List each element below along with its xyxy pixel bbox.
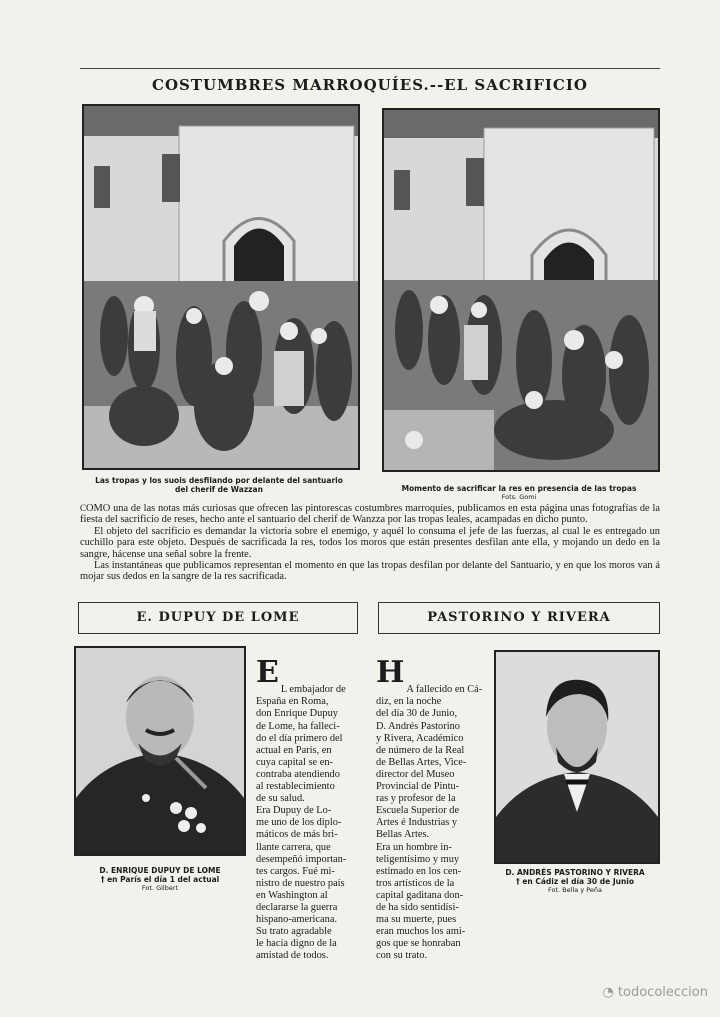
pastorino-text-line: de ha sido sentidísi- (376, 901, 459, 913)
article-initial: C (80, 503, 87, 513)
pastorino-text-line: ma su muerte, pues (376, 914, 457, 926)
dupuy-text-line: cuya capital se en- (256, 756, 334, 768)
credit-pastorino: Fot. Bella y Peña (548, 886, 602, 894)
dupuy-text-line: de Lome, ha falleci- (256, 720, 340, 732)
dupuy-text-line: al restablecimiento (256, 781, 335, 793)
credit-dupuy: Fot. Gilbert (141, 884, 179, 892)
article-paragraph-2: El objeto del sacrificio es demandar la victoria sobre el enemigo, y aquél lo consuma el jefe de las fuerzas, al cual le es entregado un cuchillo para este objeto. Después de sacrificada la res, todos los moros que están presentes desfilan ante ella, y mojando un dedo en la sangre, hácense una señal sobre la frente. (80, 525, 660, 560)
pastorino-text-line: director del Museo (376, 768, 455, 780)
pastorino-text-line: Provincial de Pintu- (376, 781, 460, 793)
dupuy-column (256, 648, 366, 987)
dupuy-text (256, 684, 366, 962)
pastorino-text-line: diz, en la noche (376, 696, 442, 708)
portrait-pastorino (494, 650, 660, 864)
pastorino-text-line: Era un hombre in- (376, 841, 452, 853)
photo-caption-right: Momento de sacrificar la res en presencia de las tropas Fots. Gomi (372, 484, 666, 502)
dupuy-text-line: nistro de nuestro país (256, 877, 345, 889)
caption-pastorino: D. ANDRÉS PASTORINO Y RIVERA † en Cádiz el día 30 de Junio Fot. Bella y Peña (478, 868, 672, 895)
pastorino-text-line: del día 30 de Junio, (376, 708, 458, 720)
dupuy-text-line: amistad de todos. (256, 950, 329, 962)
dupuy-text-line: desempeñó importan- (256, 853, 347, 865)
pastorino-text-line: con su trato. (376, 950, 428, 962)
dupuy-text-line: de su salud. (256, 793, 305, 805)
pastorino-text-line: estimado en los cen- (376, 865, 462, 877)
page-title: COSTUMBRES MARROQUÍES.--EL SACRIFICIO (152, 76, 588, 94)
pastorino-text-line: de número de la Real (376, 744, 465, 756)
portrait-dupuy (74, 646, 246, 856)
pastorino-text-line: y Rivera, Académico (376, 732, 464, 744)
photo-credit-right: Fots. Gomi (501, 493, 537, 501)
pastorino-text-line: Escuela Superior de (376, 805, 460, 817)
pastorino-dropcap: H (376, 655, 405, 691)
dupuy-text-line: don Enrique Dupuy (256, 708, 338, 720)
pastorino-text-line: A fallecido en Cá- (406, 684, 483, 696)
photo-troops-parade (82, 104, 360, 470)
pastorino-text-line: Artes é Industrias y (376, 817, 458, 829)
dupuy-text-line: máticos de más bri- (256, 829, 338, 841)
article-paragraph-3: Las instantáneas que publicamos representan el momento en que las tropas desfilan por delante del Santuario, y en que los moros van á mojar sus dedos en la sangre de la res sacrificada. (80, 560, 660, 583)
article-paragraph-1: COMO una de las notas más curiosas que ofrecen las pintorescas costumbres marroquíes, publicamos en esta página unas fotografías de la fiesta del sacrificio de reses, hecho ante el santuario del cherif de Wanzza por las tropas leales, acampadas en dicho punto. (80, 503, 660, 526)
dupuy-text-line: tes cargos. Fué mi- (256, 865, 335, 877)
dupuy-text-line: en Washington al (256, 889, 328, 901)
pastorino-text-line: de Bellas Artes, Vice- (376, 756, 467, 768)
dupuy-text-line: actual en París, en (256, 744, 332, 756)
dupuy-dropcap: E (256, 655, 279, 691)
dupuy-text-line: L embajador de (280, 684, 346, 696)
watermark-logo: ◔ todocoleccion (602, 985, 708, 1000)
pastorino-text-line: tros artísticos de la (376, 877, 455, 889)
pastorino-column (376, 648, 488, 987)
caption-dupuy: D. ENRIQUE DUPUY DE LOME † en París el día 1 del actual Fot. Gilbert (70, 866, 250, 893)
pastorino-text-line: teligentísimo y muy (376, 853, 460, 865)
dupuy-text-line: le hacía digno de la (256, 938, 337, 950)
pastorino-text-line: eran muchos los ami- (376, 926, 466, 938)
pastorino-text-line: D. Andrés Pastorino (376, 720, 460, 732)
pastorino-text (376, 684, 488, 962)
pastorino-text-line: capital gaditana don- (376, 889, 464, 901)
section-title-pastorino: PASTORINO Y RIVERA (378, 602, 660, 634)
pastorino-text-line: ras y profesor de la (376, 793, 456, 805)
top-rule (80, 68, 660, 69)
dupuy-text-line: hispano-americana. (256, 914, 338, 926)
dupuy-text-line: Era Dupuy de Lo- (256, 805, 332, 817)
dupuy-text-line: contraba atendiendo (256, 768, 340, 780)
dupuy-text-line: me uno de los diplo- (256, 817, 342, 829)
dupuy-text-line: España en Roma, (256, 696, 329, 708)
dupuy-text-line: declararse la guerra (256, 901, 338, 913)
dupuy-text-line: Su trato agradable (256, 926, 332, 938)
article-body (80, 503, 660, 583)
pastorino-text-line: Bellas Artes. (376, 829, 430, 841)
photo-caption-left: Las tropas y los suois desfilando por delante del santuario del cherif de Wazzan (95, 476, 343, 494)
pastorino-text-line: gos que se honraban (376, 938, 461, 950)
watermark-icon: ◔ (602, 985, 614, 1000)
dupuy-text-line: llante carrera, que (256, 841, 331, 853)
photo-sacrifice (382, 108, 660, 472)
dupuy-text-line: do el día primero del (256, 732, 343, 744)
section-title-dupuy: E. DUPUY DE LOME (78, 602, 358, 634)
